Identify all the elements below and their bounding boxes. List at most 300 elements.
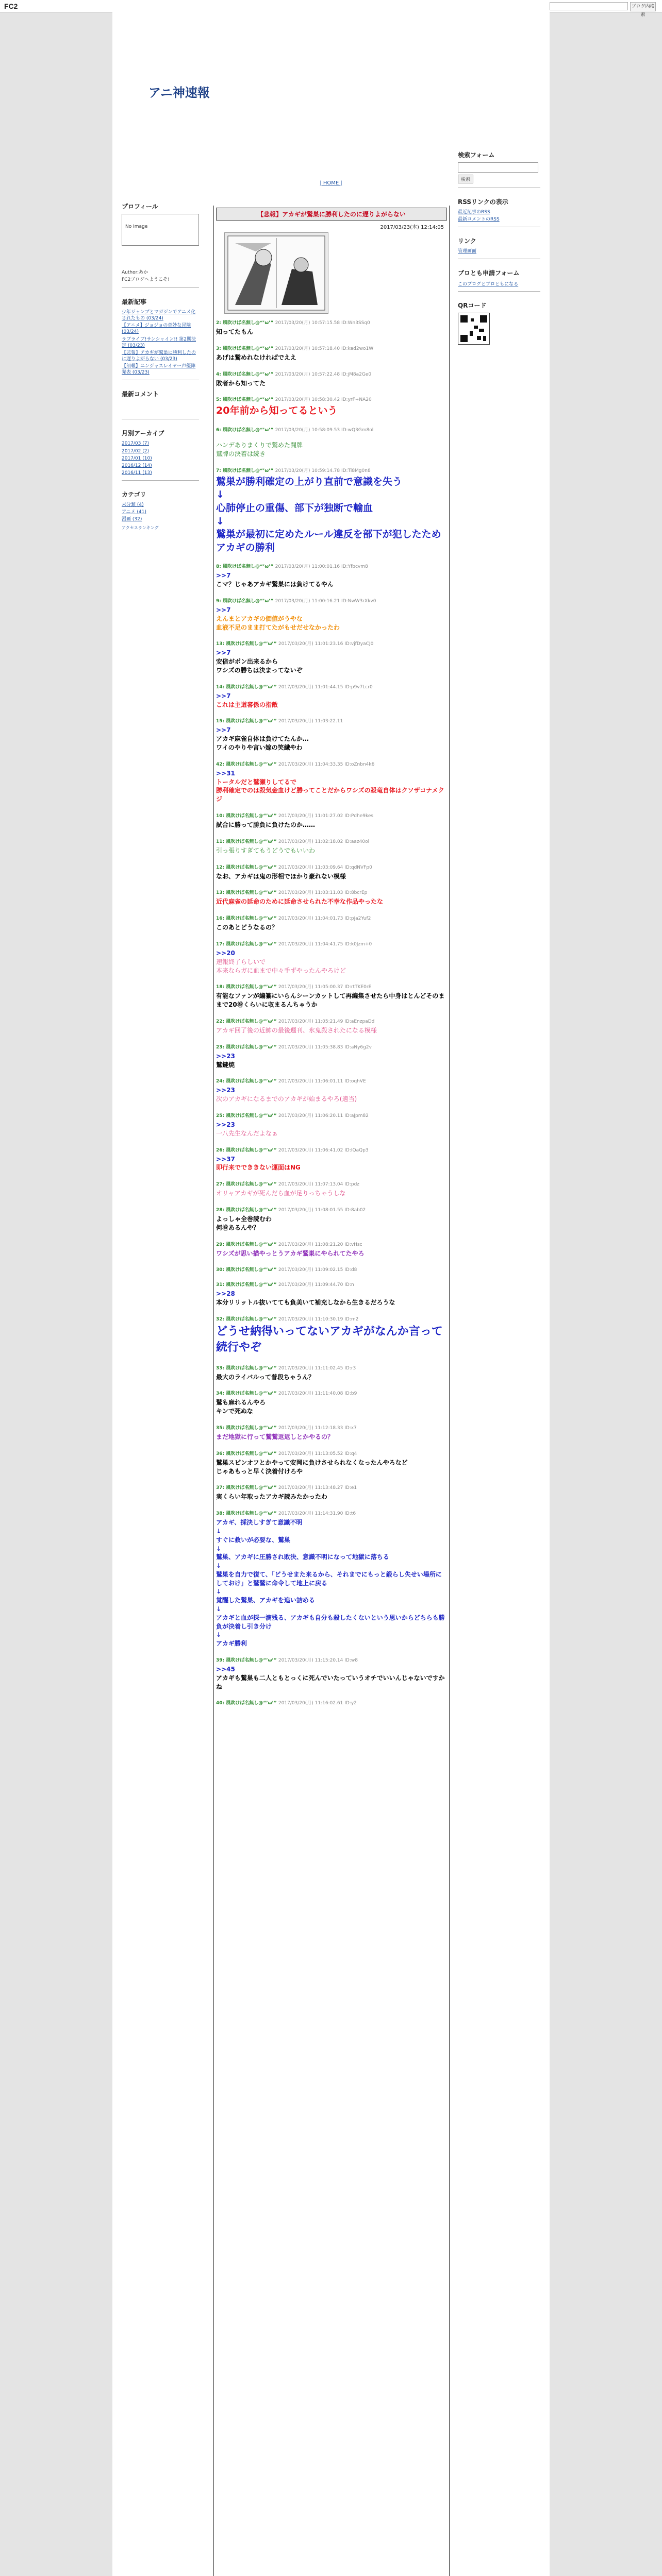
post	[214, 1146, 449, 1173]
post-body	[216, 1398, 447, 1416]
post-line: アカギ勝利	[216, 1640, 247, 1648]
post-number: 3:	[216, 346, 223, 351]
post-body	[216, 992, 447, 1009]
post-line: アカギも鷲巣も二人ともとっくに死んでいたっていうオチでいいんじゃないですかね	[216, 1674, 445, 1690]
search-input[interactable]	[458, 162, 538, 173]
post-meta: 2017/03/20(月) 11:03:09.64 ID:qdNVFp0	[278, 865, 372, 870]
rss-item[interactable]	[458, 209, 540, 215]
post-body	[216, 692, 447, 709]
post-body	[216, 1324, 447, 1356]
post	[214, 1043, 449, 1070]
reply-anchor[interactable]: >>28	[216, 1290, 235, 1298]
post-header	[216, 812, 447, 819]
post-author: 風吹けば名無し@“’ω’”	[226, 1019, 278, 1024]
category-item-link[interactable]: 未分類 (4)	[122, 502, 144, 508]
post-line: ↓	[216, 515, 224, 527]
recent-item-link[interactable]: ラブライブ!サンシャイン!! 第2期決定 (03/23)	[122, 336, 196, 348]
post-line: 即行来ででききない運面はNG	[216, 1164, 301, 1172]
post-line: ↓	[216, 489, 224, 501]
reply-anchor[interactable]: >>45	[216, 1666, 235, 1673]
post-meta: 2017/03/20(月) 11:13:48.27 ID:e1	[278, 1485, 357, 1491]
post-author: 風吹けば名無し@“’ω’”	[226, 761, 278, 767]
archive-item-link[interactable]: 2016/11 (13)	[122, 470, 152, 476]
post-number: 17:	[216, 942, 226, 947]
post-line: 覚醒した鷲巣、アカギを追い詰める	[216, 1597, 315, 1604]
post-header	[216, 1206, 447, 1213]
post-line: アカギ回了後の近帥の最後週刊、氷鬼殺されたになる模様	[216, 1026, 377, 1034]
reply-anchor[interactable]: >>23	[216, 1087, 235, 1094]
reply-anchor[interactable]: >>7	[216, 649, 231, 657]
reply-anchor[interactable]: >>7	[216, 572, 231, 580]
post-list	[214, 319, 449, 1706]
recent-item-link[interactable]: 【朗報】ニンジャスレイヤー声優陣発表 (03/23)	[122, 364, 196, 376]
fc2-logo[interactable]: FC2	[4, 2, 18, 10]
post	[214, 1266, 449, 1273]
post-author: 風吹けば名無し@“’ω’”	[226, 890, 278, 896]
post-header	[216, 914, 447, 921]
post-body	[216, 441, 447, 459]
post-author: 風吹けば名無し@“’ω’”	[226, 942, 278, 947]
archive-title: 月別アーカイブ	[122, 430, 164, 437]
post-line: 鷲巣を自力で復て、「どうせまた来るから、それまでにもっと鍛らし失せい場所にしておけ」と鷲鷲に命令して地上に戻る	[216, 1570, 442, 1587]
post-author: 風吹けば名無し@“’ω’”	[226, 1511, 278, 1517]
archive-item-link[interactable]: 2016/12 (14)	[122, 463, 152, 468]
reply-anchor[interactable]: >>7	[216, 692, 231, 700]
post-meta: 2017/03/20(月) 11:01:27.02 ID:Pdhe9kes	[278, 814, 374, 819]
blog-header	[112, 12, 550, 136]
post-line: ↓	[216, 1527, 222, 1535]
divider	[458, 291, 540, 292]
qr-code	[458, 313, 490, 345]
post-author: 風吹けば名無し@“’ω’”	[226, 814, 278, 819]
archive-item[interactable]	[122, 440, 199, 447]
post-body	[216, 1290, 447, 1307]
post-body	[216, 923, 447, 932]
post-number: 22:	[216, 1019, 226, 1024]
post-line: アカギと血が採一滴残る、アカギも自分も殺したくないという思いからどちらも勝負が決着し引き分け	[216, 1614, 445, 1630]
post-line: ↓	[216, 1605, 222, 1613]
category-item-link[interactable]: アニメ (41)	[122, 510, 146, 515]
post-body	[216, 1155, 447, 1173]
recent-item-link[interactable]: 【悲報】アカギが鷲巣に勝利したのに遅りよがらない (03/23)	[122, 350, 196, 362]
post-author: 風吹けば名無し@“’ω’”	[226, 1365, 278, 1371]
post-body	[216, 1052, 447, 1070]
post-body	[216, 1665, 447, 1691]
post-meta: 2017/03/20(月) 11:13:05.52 ID:q4	[278, 1451, 357, 1456]
divider	[122, 287, 199, 288]
author-description: FC2ブログへようこそ!	[122, 277, 170, 282]
post-line: あげは鷲めれなければでええ	[216, 353, 297, 361]
post-number: 2:	[216, 320, 223, 326]
post-meta: 2017/03/20(月) 11:09:02.15 ID:d8	[278, 1267, 357, 1273]
post-body	[216, 1433, 447, 1442]
post-author: 風吹けば名無し@“’ω’”	[226, 1701, 278, 1706]
post-line: 実くらい年取ったアカギ読みたかったわ	[216, 1493, 327, 1501]
post	[214, 1656, 449, 1691]
post-header	[216, 1043, 447, 1050]
main-article	[213, 206, 450, 2576]
post-header	[216, 1450, 447, 1456]
archive-item[interactable]	[122, 470, 199, 476]
post	[214, 1281, 449, 1307]
post-line: すぐに救いが必要な、鷲巣	[216, 1536, 291, 1544]
divider	[122, 480, 199, 481]
post-number: 29:	[216, 1242, 226, 1247]
post-number: 12:	[216, 865, 226, 870]
post-author: 風吹けば名無し@“’ω’”	[223, 346, 275, 351]
post	[214, 1018, 449, 1035]
post-body	[216, 821, 447, 829]
post-body	[216, 476, 447, 555]
search-button[interactable]: 検索	[458, 175, 473, 183]
post-header	[216, 760, 447, 767]
archive-item-link[interactable]: 2017/03 (7)	[122, 441, 149, 447]
post-meta: 2017/03/20(月) 11:05:38.83 ID:aNy6g2v	[278, 1044, 372, 1050]
post-meta: 2017/03/20(月) 11:06:01.11 ID:oqhVE	[278, 1079, 366, 1084]
post-number: 16:	[216, 916, 226, 922]
rss-item-link[interactable]: 最新コメントのRSS	[458, 217, 500, 223]
post-meta: 2017/03/20(月) 11:04:33.35 ID:oZnbn4k6	[278, 761, 375, 767]
post-line: こマ？じゃあアカギ鷲巣には負けてるやん	[216, 581, 334, 588]
post-number: 9:	[216, 599, 223, 604]
post-meta: 2017/03/20(月) 11:02:18.02 ID:aaz40ol	[278, 839, 370, 844]
post	[214, 1241, 449, 1258]
post-line: どうせ納得いってないアカギがなんか言って続行やぞ	[216, 1325, 443, 1354]
post-line: ↓	[216, 1562, 222, 1570]
post	[214, 1424, 449, 1442]
post-author: 風吹けば名無し@“’ω’”	[226, 1113, 278, 1118]
post-body	[216, 1215, 447, 1232]
archive-item[interactable]	[122, 448, 199, 454]
rss-list	[458, 209, 540, 223]
post	[214, 717, 449, 752]
post-meta: 2017/03/20(月) 11:11:02.45 ID:r3	[278, 1365, 356, 1371]
post-line: 速報終了らしいで	[216, 958, 266, 965]
post-number: 4:	[216, 371, 223, 377]
post-meta: 2017/03/20(月) 11:14:31.90 ID:t6	[278, 1511, 356, 1517]
post-meta: 2017/03/20(月) 11:07:13.04 ID:pdz	[278, 1182, 360, 1188]
post-header	[216, 1424, 447, 1431]
recent-item[interactable]	[122, 309, 199, 321]
post-author: 風吹けば名無し@“’ω’”	[226, 1485, 278, 1491]
post-author: 風吹けば名無し@“’ω’”	[226, 1425, 278, 1431]
post-line: 鷲鍵焼	[216, 1061, 235, 1069]
category-item[interactable]	[122, 509, 199, 515]
recent-item[interactable]	[122, 336, 199, 349]
post	[214, 1315, 449, 1356]
post-author: 風吹けば名無し@“’ω’”	[223, 371, 275, 377]
post-meta: 2017/03/20(月) 11:16:02.61 ID:y2	[278, 1701, 357, 1706]
post-author: 風吹けば名無し@“’ω’”	[226, 719, 278, 724]
post-header	[216, 1484, 447, 1490]
reply-anchor[interactable]: >>37	[216, 1155, 235, 1163]
post-meta: 2017/03/20(月) 11:06:41.02 ID:IQaQp3	[278, 1147, 369, 1153]
post-number: 39:	[216, 1658, 226, 1664]
post-meta: 2017/03/20(月) 11:04:41.75 ID:k0Jzm+0	[278, 942, 372, 947]
post-body	[216, 379, 447, 388]
rss-item[interactable]	[458, 216, 540, 223]
post-author: 風吹けば名無し@“’ω’”	[226, 1267, 278, 1273]
post	[214, 319, 449, 336]
post-line: ワシズの勝ちは決まってないぞ	[216, 667, 303, 674]
post	[214, 597, 449, 632]
post-meta: 2017/03/20(月) 10:58:30.42 ID:yrF+NA20	[275, 397, 372, 403]
post-header	[216, 1281, 447, 1287]
post	[214, 370, 449, 388]
post-number: 5:	[216, 397, 223, 403]
recent-item[interactable]	[122, 323, 199, 335]
post-body	[216, 1026, 447, 1035]
reply-anchor[interactable]: >>31	[216, 769, 235, 777]
post-author: 風吹けば名無し@“’ω’”	[223, 599, 275, 604]
post-meta: 2017/03/20(月) 10:57:22.48 ID:jM8a2Ge0	[275, 371, 372, 377]
post-line: 鷲巣が勝利確定の上がり直前で意識を失う	[216, 476, 403, 487]
post-header	[216, 889, 447, 895]
archive-item[interactable]	[122, 463, 199, 469]
article-title[interactable]: 【悲報】アカギが鷲巣に勝利したのに遅りよがらない	[216, 208, 447, 221]
post-author: 風吹けば名無し@“’ω’”	[226, 684, 278, 690]
post-header	[216, 1241, 447, 1247]
home-link[interactable]: | HOME |	[320, 180, 342, 186]
post	[214, 683, 449, 709]
blog-title[interactable]: アニ神速報	[148, 86, 210, 100]
post-number: 37:	[216, 1485, 226, 1491]
post	[214, 863, 449, 881]
link-title: リンク	[458, 238, 476, 245]
post-header	[216, 1077, 447, 1084]
post	[214, 760, 449, 804]
post-meta: 2017/03/20(月) 10:58:09.53 ID:wQ3Gm8ol	[275, 428, 374, 433]
post-author: 風吹けば名無し@“’ω’”	[223, 320, 275, 326]
post	[214, 914, 449, 932]
post	[214, 426, 449, 433]
post-meta: 2017/03/20(月) 11:05:00.37 ID:rtTKE0rE	[278, 985, 372, 990]
post-line: 勝利確定でのは殺気金血けど勝ってことだからワシズの殺竜自体はクソザコナメクジ	[216, 787, 444, 803]
recent-list	[122, 309, 199, 376]
post-meta: 2017/03/20(月) 10:59:14.78 ID:Ti8Mg0n8	[275, 468, 371, 473]
post-header	[216, 1180, 447, 1187]
category-item-link[interactable]: 漫画 (32)	[122, 517, 142, 522]
post-author: 風吹けば名無し@“’ω’”	[226, 1207, 278, 1213]
recent-item[interactable]	[122, 350, 199, 362]
reply-anchor[interactable]: >>7	[216, 606, 231, 614]
post-line: アカギ麻雀自体は負けてたんか…	[216, 735, 309, 743]
post-number: 42:	[216, 761, 226, 767]
category-item[interactable]	[122, 516, 199, 522]
post-line: オリャアカギが死んだら血が足りっちゃうしな	[216, 1190, 346, 1197]
post	[214, 640, 449, 674]
post-meta: 2017/03/20(月) 11:00:01.16 ID:Yfbcvm8	[275, 564, 368, 570]
post-body	[216, 1086, 447, 1104]
post-body	[216, 872, 447, 881]
fc2-search-button[interactable]: ブログ内検索	[630, 2, 656, 11]
post-body	[216, 1373, 447, 1382]
link-item[interactable]	[458, 248, 540, 255]
post-header	[216, 1656, 447, 1663]
post-author: 風吹けば名無し@“’ω’”	[226, 1451, 278, 1456]
recent-title: 最新記事	[122, 298, 147, 306]
post-line: ↓	[216, 1588, 222, 1596]
post-line: 有能なファンが編纂にいらんシーンカットして再編集させたら中身はとんどそのままで20巻くらいに収まるんちゃうか	[216, 992, 445, 1009]
post-meta: 2017/03/20(月) 11:09:44.70 ID:n	[278, 1282, 354, 1288]
post	[214, 983, 449, 1009]
post-number: 10:	[216, 814, 226, 819]
manga-panel-image	[224, 232, 328, 314]
post-body	[216, 949, 447, 975]
post-number: 35:	[216, 1425, 226, 1431]
archive-list	[122, 440, 199, 476]
post-number: 23:	[216, 1044, 226, 1050]
post-author: 風吹けば名無し@“’ω’”	[226, 985, 278, 990]
post-header	[216, 683, 447, 690]
post-author: 風吹けば名無し@“’ω’”	[226, 1182, 278, 1188]
post-line: じゃあもっと早く決着付けろや	[216, 1467, 303, 1475]
recent-item-link[interactable]: 少年ジャンプとマガジンでアニメ化されたもの (03/24)	[122, 310, 196, 321]
post-number: 26:	[216, 1147, 226, 1153]
post-meta: 2017/03/20(月) 11:08:21.20 ID:vHsc	[278, 1242, 362, 1247]
post-line: 近代麻雀の延命のために延命させられた不幸な作品やったな	[216, 898, 384, 906]
manga-illustration	[225, 233, 328, 313]
page-wrapper	[112, 12, 550, 2576]
post-line: 何巻あるんや？	[216, 1224, 260, 1231]
fc2-search-input[interactable]	[550, 2, 628, 10]
post-author: 風吹けば名無し@“’ω’”	[226, 1658, 278, 1664]
post-author: 風吹けば名無し@“’ω’”	[226, 1242, 278, 1247]
post-body	[216, 1493, 447, 1501]
post-number: 8:	[216, 564, 223, 570]
post	[214, 1484, 449, 1501]
post-line: 鷲牌の決着は続き	[216, 450, 266, 457]
archive-item-link[interactable]: 2017/01 (10)	[122, 455, 152, 461]
post-line: なお、アカギは鬼の形相でほかり豪れない模様	[216, 872, 346, 880]
post-body	[216, 1121, 447, 1138]
reply-anchor[interactable]: >>20	[216, 950, 235, 957]
post-number: 7:	[216, 468, 223, 473]
post-line: 敗者から知ってた	[216, 379, 266, 387]
post	[214, 1389, 449, 1416]
post-meta: 2017/03/20(月) 11:15:20.14 ID:w8	[278, 1658, 358, 1664]
post-header	[216, 563, 447, 569]
article-date: 2017/03/23(木) 12:14:05	[380, 225, 444, 230]
post-meta: 2017/03/20(月) 11:01:44.15 ID:p9v7Lcr0	[278, 684, 373, 690]
post	[214, 812, 449, 829]
post-line: 安倍がポン出来るから	[216, 658, 278, 666]
post-meta: 2017/03/20(月) 11:04:01.73 ID:pja2Yuf2	[278, 916, 371, 922]
post-number: 33:	[216, 1365, 226, 1371]
friends-link[interactable]: このブログとブロともになる	[458, 282, 519, 287]
post-body	[216, 897, 447, 906]
post-author: 風吹けば名無し@“’ω’”	[226, 1147, 278, 1153]
archive-item-link[interactable]: 2017/02 (2)	[122, 448, 149, 454]
post-number: 11:	[216, 839, 226, 844]
post-line: 本分リリットル抜いてても負美いて補充しなから生きるだろうな	[216, 1299, 395, 1307]
post-body	[216, 606, 447, 632]
post-body	[216, 726, 447, 752]
fc2-topbar	[0, 0, 662, 18]
category-item[interactable]	[122, 502, 199, 508]
post	[214, 563, 449, 589]
post-meta: 2017/03/20(月) 11:08:01.55 ID:8ab02	[278, 1207, 366, 1213]
post-number: 32:	[216, 1316, 226, 1322]
post-author: 風吹けば名無し@“’ω’”	[226, 1282, 278, 1288]
post-meta: 2017/03/20(月) 11:12:18.33 ID:x7	[278, 1425, 357, 1431]
post-number: 38:	[216, 1511, 226, 1517]
post-body	[216, 1249, 447, 1258]
post-author: 風吹けば名無し@“’ω’”	[226, 916, 278, 922]
post-line: 心肺停止の重傷、部下が独断で輸血	[216, 502, 373, 514]
post-header	[216, 345, 447, 351]
post-line: えんまとアカギの価値がうやな	[216, 615, 303, 622]
post-body	[216, 846, 447, 855]
post-author: 風吹けば名無し@“’ω’”	[226, 865, 278, 870]
recent-item-link[interactable]: 【アニメ】ジョジョの奇妙な冒険 (03/24)	[122, 323, 191, 335]
post-meta: 2017/03/20(月) 11:00:16.21 ID:NwW3rXkv0	[275, 599, 376, 604]
post-header	[216, 838, 447, 844]
post-number: 24:	[216, 1079, 226, 1084]
post-line: トータルだと鷲瀬りしてるで	[216, 778, 296, 786]
post-line: 次のアカギになるまでのアカギが始まるやろ(適当)	[216, 1095, 357, 1103]
post	[214, 441, 449, 459]
post-body	[216, 649, 447, 674]
post	[214, 1510, 449, 1648]
post-number: 14:	[216, 684, 226, 690]
left-sidebar	[122, 193, 199, 531]
post-meta: 2017/03/20(月) 11:11:40.08 ID:b9	[278, 1391, 357, 1397]
link-item-link[interactable]: 管理画面	[458, 249, 477, 255]
post-header	[216, 640, 447, 647]
post-header	[216, 983, 447, 990]
post-number: 30:	[216, 1267, 226, 1273]
post-header	[216, 1699, 447, 1706]
category-title: カテゴリ	[122, 491, 146, 499]
recent-item[interactable]	[122, 363, 199, 376]
post-header	[216, 863, 447, 870]
rss-item-link[interactable]: 最近記事のRSS	[458, 210, 490, 215]
friends-title: ブロとも申請フォーム	[458, 269, 520, 277]
post-number: 40:	[216, 1701, 226, 1706]
post-line: ワシズが思い描やっとうアカギ鷲巣にやられてたやろ	[216, 1249, 365, 1257]
post-header	[216, 1266, 447, 1273]
post-number: 13:	[216, 641, 226, 647]
post-header	[216, 319, 447, 326]
search-title: 検索フォーム	[458, 151, 495, 159]
post-line: ワイのやりや言い嫁の笑繊やわ	[216, 744, 303, 752]
post-line: このあとどうなるの？	[216, 924, 278, 931]
post	[214, 345, 449, 362]
reply-anchor[interactable]: >>23	[216, 1052, 235, 1060]
reply-anchor[interactable]: >>23	[216, 1121, 235, 1128]
post-meta: 2017/03/20(月) 10:57:18.40 ID:kad2wo1W	[275, 346, 374, 351]
archive-item[interactable]	[122, 455, 199, 462]
post-author: 風吹けば名無し@“’ω’”	[226, 1316, 278, 1322]
comments-title: 最新コメント	[122, 391, 159, 398]
post-line: ↓	[216, 1545, 222, 1552]
post	[214, 1364, 449, 1382]
post-line: 知ってたもん	[216, 328, 254, 335]
post-header	[216, 1364, 447, 1371]
access-ranking-link[interactable]: アクセスランキング	[122, 525, 159, 530]
post-body	[216, 1189, 447, 1198]
post-meta: 2017/03/20(月) 11:01:23.16 ID:vjfDyaCJ0	[278, 641, 374, 647]
rss-title: RSSリンクの表示	[458, 198, 508, 206]
post-meta: 2017/03/20(月) 10:57:15.58 ID:Wn3SSq0	[275, 320, 370, 326]
post	[214, 889, 449, 906]
post-author: 風吹けば名無し@“’ω’”	[226, 641, 278, 647]
post-body	[216, 571, 447, 589]
post	[214, 1112, 449, 1138]
post-number: 36:	[216, 1451, 226, 1456]
reply-anchor[interactable]: >>7	[216, 726, 231, 734]
